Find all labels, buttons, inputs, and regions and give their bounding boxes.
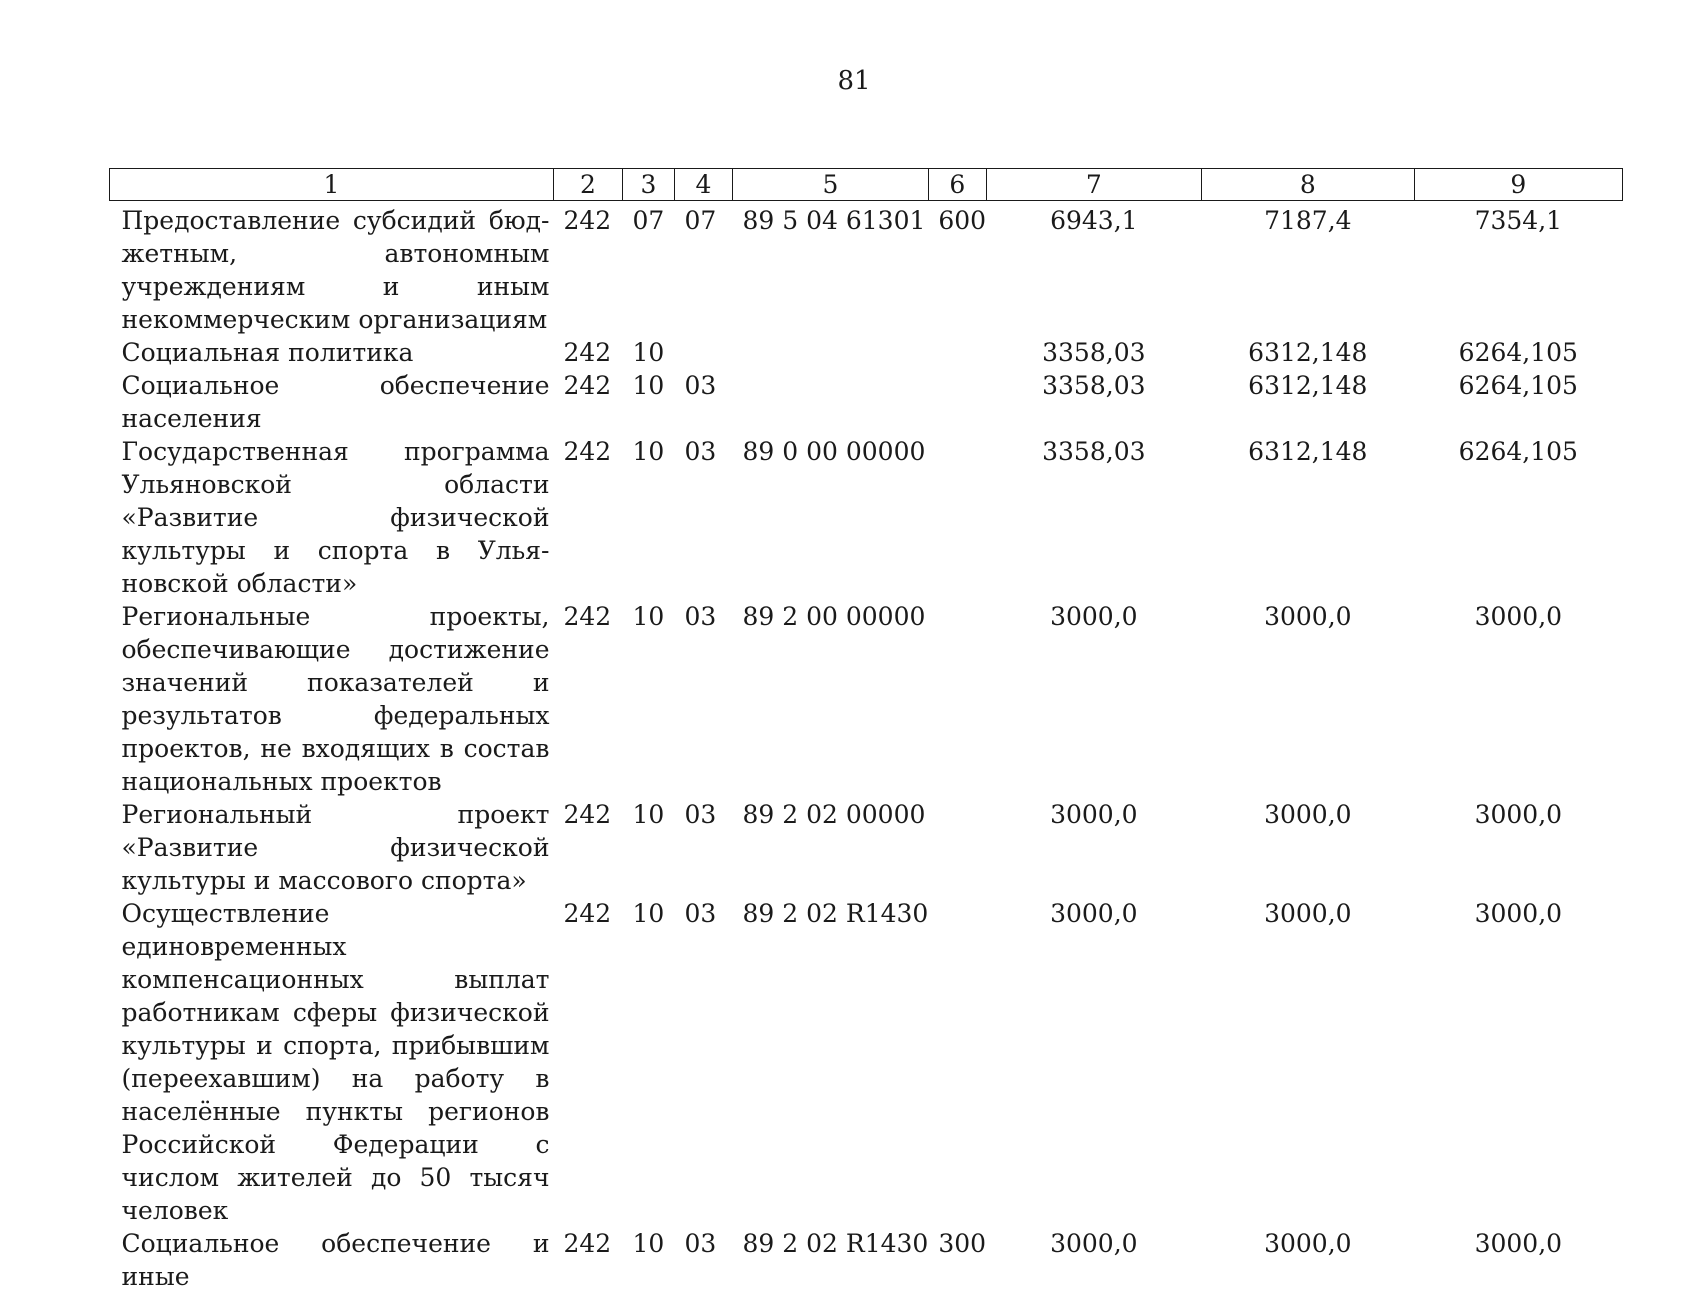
ministry-code: 242 (563, 437, 612, 466)
expense-type-code (928, 336, 986, 369)
column-header-3: 3 (623, 169, 675, 201)
amount-col-9: 3000,0 (1474, 899, 1563, 928)
ministry-code: 242 (563, 206, 612, 235)
section-code: 10 (632, 437, 665, 466)
amount-col-9: 3000,0 (1474, 602, 1563, 631)
amount-col-8: 7187,4 (1264, 206, 1352, 235)
item-name: Социальная политика (121, 338, 414, 367)
amount-col-9: 6264,105 (1458, 338, 1578, 367)
amount-col-7: 3000,0 (1050, 800, 1138, 829)
target-article-code: 89 2 02 R1430 (742, 899, 929, 928)
section-code: 10 (632, 899, 665, 928)
column-header-7: 7 (986, 169, 1201, 201)
column-header-1: 1 (110, 169, 554, 201)
column-header-5: 5 (733, 169, 929, 201)
budget-table (109, 168, 1623, 1293)
amount-col-9: 3000,0 (1474, 1229, 1563, 1258)
ministry-code: 242 (563, 800, 612, 829)
table-row (110, 435, 1623, 600)
amount-col-8: 3000,0 (1264, 899, 1352, 928)
amount-col-9: 3000,0 (1474, 800, 1563, 829)
table-header-row (110, 169, 1623, 201)
amount-col-8: 3000,0 (1264, 800, 1352, 829)
subsection-code (675, 336, 733, 369)
section-code: 10 (632, 338, 665, 367)
item-name: Государственная программа Ульяновской области «Развитие физической культуры и спорта в Ульяновской области» (121, 437, 550, 598)
amount-col-7: 3000,0 (1050, 899, 1138, 928)
section-code: 10 (632, 602, 665, 631)
page-number: 81 (837, 66, 871, 96)
item-name: Социальное обеспечение и иные (121, 1229, 550, 1291)
target-article-code: 89 0 00 00000 (742, 437, 926, 466)
amount-col-7: 3358,03 (1042, 371, 1146, 400)
item-name: Осуществление единовременных компенсационных выплат работникам сферы физической культуры и спорта, прибывшим (переехавшим) на работу в населённые пункты регионов Российской Федерации с числом жителей до 50 тысяч человек (121, 899, 550, 1225)
amount-col-7: 3358,03 (1042, 338, 1146, 367)
column-header-6: 6 (928, 169, 986, 201)
subsection-code: 03 (684, 1229, 717, 1258)
table-row (110, 798, 1623, 897)
ministry-code: 242 (563, 338, 612, 367)
subsection-code: 03 (684, 899, 717, 928)
ministry-code: 242 (563, 899, 612, 928)
subsection-code: 03 (684, 437, 717, 466)
amount-col-7: 3358,03 (1042, 437, 1146, 466)
expense-type-code (928, 897, 986, 1227)
column-header-2: 2 (554, 169, 623, 201)
item-name: Социальное обеспечение населения (121, 371, 550, 433)
item-name: Региональный проект «Развитие физической культуры и массового спорта» (121, 800, 550, 895)
table-row (110, 897, 1623, 1227)
table-row (110, 336, 1623, 369)
subsection-code: 07 (684, 206, 717, 235)
expense-type-code: 300 (938, 1229, 987, 1258)
section-code: 07 (632, 206, 665, 235)
column-header-4: 4 (675, 169, 733, 201)
amount-col-7: 3000,0 (1050, 1229, 1138, 1258)
section-code: 10 (632, 1229, 665, 1258)
table-row (110, 369, 1623, 435)
table-row (110, 201, 1623, 337)
amount-col-8: 6312,148 (1248, 371, 1368, 400)
ministry-code: 242 (563, 371, 612, 400)
expense-type-code (928, 369, 986, 435)
table-row (110, 1227, 1623, 1293)
amount-col-9: 6264,105 (1458, 371, 1578, 400)
amount-col-8: 6312,148 (1248, 338, 1368, 367)
item-name: Предоставление субсидий бюджетным, автономным учреждениям и иным некоммерческим организациям (121, 206, 550, 334)
expense-type-code (928, 798, 986, 897)
target-article-code: 89 2 02 00000 (742, 800, 926, 829)
section-code: 10 (632, 371, 665, 400)
amount-col-9: 7354,1 (1474, 206, 1563, 235)
target-article-code: 89 2 00 00000 (742, 602, 926, 631)
amount-col-8: 6312,148 (1248, 437, 1368, 466)
table-row (110, 600, 1623, 798)
amount-col-9: 6264,105 (1458, 437, 1578, 466)
ministry-code: 242 (563, 602, 612, 631)
amount-col-8: 3000,0 (1264, 602, 1352, 631)
target-article-code (733, 369, 929, 435)
ministry-code: 242 (563, 1229, 612, 1258)
section-code: 10 (632, 800, 665, 829)
subsection-code: 03 (684, 371, 717, 400)
amount-col-8: 3000,0 (1264, 1229, 1352, 1258)
expense-type-code (928, 435, 986, 600)
column-header-9: 9 (1414, 169, 1622, 201)
target-article-code (733, 336, 929, 369)
target-article-code: 89 5 04 61301 (742, 206, 926, 235)
item-name: Региональные проекты, обеспечивающие достижение значений показателей и результатов федеральных проектов, не входящих в состав национальных проектов (121, 602, 550, 796)
subsection-code: 03 (684, 800, 717, 829)
target-article-code: 89 2 02 R1430 (742, 1229, 929, 1258)
subsection-code: 03 (684, 602, 717, 631)
column-header-8: 8 (1201, 169, 1414, 201)
amount-col-7: 3000,0 (1050, 602, 1138, 631)
amount-col-7: 6943,1 (1050, 206, 1138, 235)
expense-type-code (928, 600, 986, 798)
expense-type-code: 600 (938, 206, 987, 235)
